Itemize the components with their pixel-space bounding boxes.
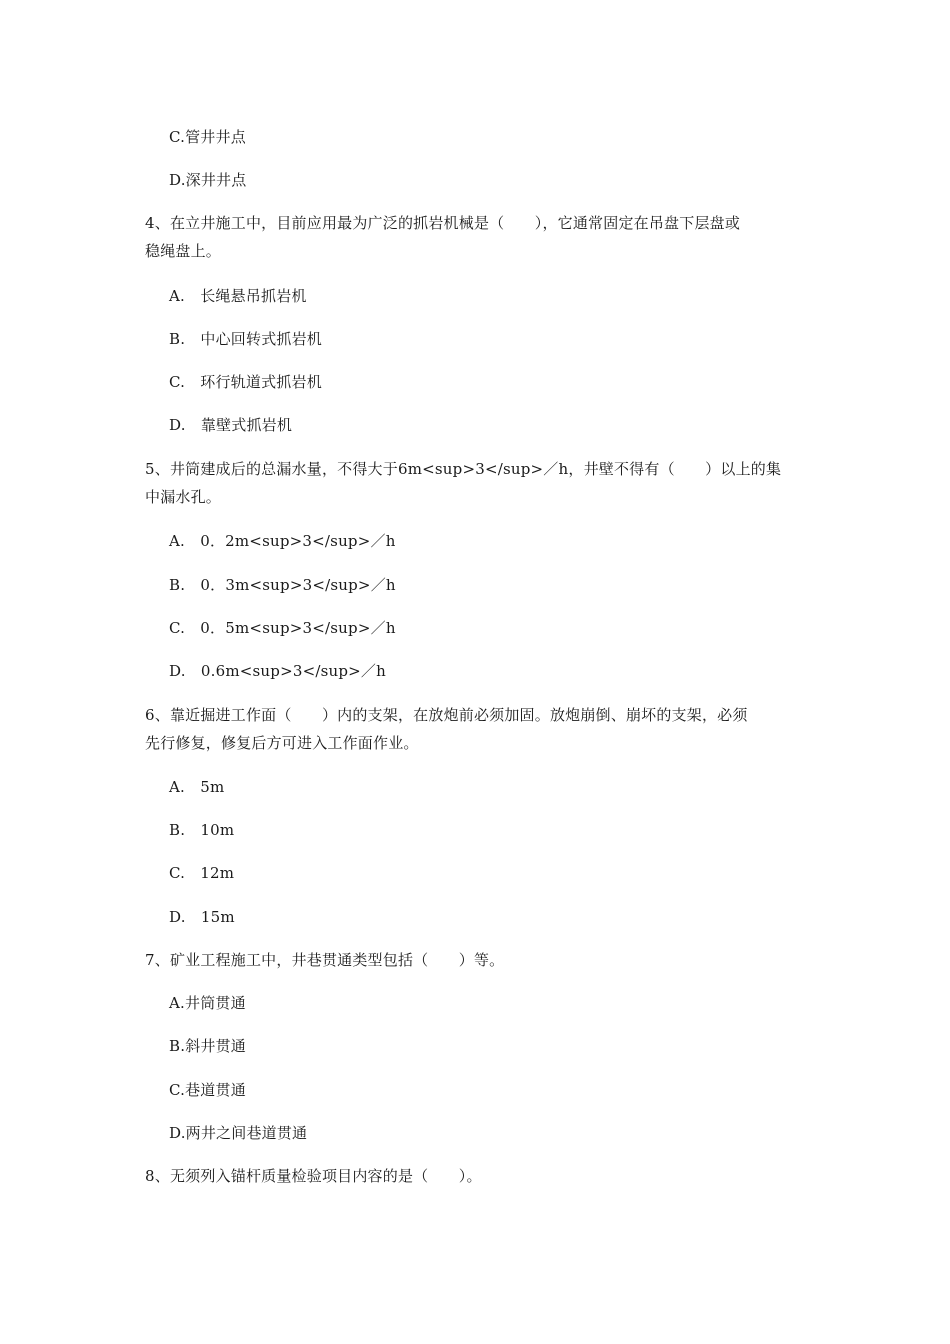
option-text: C.巷道贯通 <box>169 1081 246 1099</box>
option-text: A. 长绳悬吊抓岩机 <box>169 287 307 305</box>
question-5-text: 5、井筒建成后的总漏水量，不得大于6m<sup>3</sup>／h，井壁不得有（ ）以上的集 <box>145 460 782 478</box>
option-text: D.深井井点 <box>169 171 247 189</box>
option-text: C. 环行轨道式抓岩机 <box>169 373 322 391</box>
option-text: A. 5m <box>169 778 225 796</box>
option-text: A.井筒贯通 <box>169 994 246 1012</box>
question-4-text-cont: 稳绳盘上。 <box>145 242 222 260</box>
option-text: D. 0.6m<sup>3</sup>／h <box>169 662 386 680</box>
question-6-text-cont: 先行修复，修复后方可进入工作面作业。 <box>145 734 419 752</box>
question-4-text: 4、在立井施工中，目前应用最为广泛的抓岩机械是（ ），它通常固定在吊盘下层盘或 <box>145 214 741 232</box>
option-text: C. 12m <box>169 864 235 882</box>
option-text: B. 0．3m<sup>3</sup>／h <box>169 576 396 594</box>
option-text: D. 15m <box>169 908 235 926</box>
option-text: B. 10m <box>169 821 235 839</box>
option-text: D. 靠壁式抓岩机 <box>169 416 293 434</box>
option-text: B. 中心回转式抓岩机 <box>169 330 322 348</box>
option-text: B.斜井贯通 <box>169 1037 246 1055</box>
option-text: C. 0．5m<sup>3</sup>／h <box>169 619 396 637</box>
question-7-text: 7、矿业工程施工中，井巷贯通类型包括（ ）等。 <box>145 951 505 969</box>
question-5-text-cont: 中漏水孔。 <box>145 488 222 506</box>
question-6-text: 6、靠近掘进工作面（ ）内的支架，在放炮前必须加固。放炮崩倒、崩坏的支架，必须 <box>145 706 748 724</box>
option-text: A. 0．2m<sup>3</sup>／h <box>169 532 396 550</box>
question-8-text: 8、无须列入锚杆质量检验项目内容的是（ ）。 <box>145 1167 482 1185</box>
option-text: C.管井井点 <box>169 128 246 146</box>
option-text: D.两井之间巷道贯通 <box>169 1124 308 1142</box>
